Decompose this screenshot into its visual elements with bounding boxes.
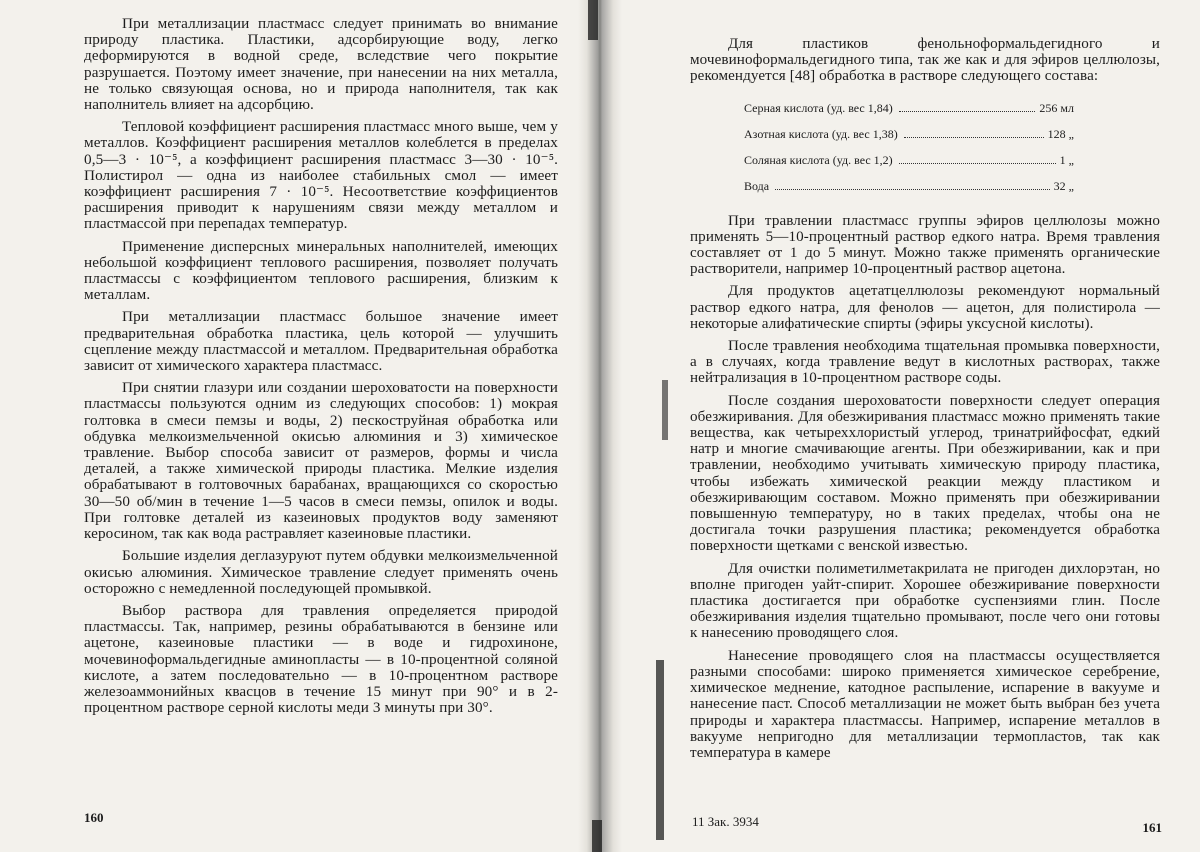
composition-component: Соляная кислота (уд. вес 1,2) [744, 152, 893, 167]
left-paragraph-6: Большие изделия деглазуруют путем обдувки мелкоизмельченной окисью алюминия. Химическое травление следует применять очень осторожно с немедленной последующей промывкой. [84, 547, 558, 597]
composition-amount: 256 мл [1039, 100, 1074, 115]
left-paragraph-2: Тепловой коэффициент расширения пластмасс много выше, чем у металлов. Коэффициент расширения металлов колеблется в пределах 0,5—3 · 10⁻⁵, а коэффициент расширения пластмасс 3—30 · 10⁻⁵. Полистирол — одна из наиболее стабильных смол — имеет коэффициент расширения 7 · 10⁻⁵. Несоответствие коэффициентов расширения приводит к нарушениям связи между металлом и пластмассой при перепадах температур. [84, 118, 558, 233]
composition-component: Серная кислота (уд. вес 1,84) [744, 100, 893, 115]
composition-component: Вода [744, 178, 770, 193]
leader-dots [775, 188, 1050, 190]
leader-dots [899, 110, 1036, 112]
right-paragraph-4: После создания шероховатости поверхности следует операция обезжиривания. Для обезжиривания пластмасс можно применять такие вещества, как четыреххлористый углерод, тринатрийфосфат, едкий натр и многие смачивающие агенты. При обезжиривании, как и при травлении, необходимо учитывать химическую природу пластика, чтобы избежать химической реакции между пластиком и обезжиривающим составом. Можно применять при обезжиривании повышенную температуру, но в таких пределах, чтобы она не достигала точки разрушения пластика; рекомендуется обработка поверхности щетками с венской известью. [690, 392, 1160, 555]
leader-dots [904, 136, 1044, 138]
composition-row [744, 121, 1074, 147]
scan-shadow [592, 820, 602, 852]
right-paragraph-5: Для очистки полиметилметакрилата не пригоден дихлорэтан, но вполне пригоден уайт-спирит. Хорошее обезжиривание поверхности пластика достигается при обработке суспензиями глин. После обезжиривания изделия тщательно промывают, после чего они готовы к нанесению проводящего слоя. [690, 560, 1160, 642]
left-paragraph-1: При металлизации пластмасс следует принимать во внимание природу пластика. Пластики, адсорбирующие воду, легко деформируются в водной среде, вследствие чего покрытие разрушается. Поэтому имеет значение, при нанесении на них металла, не только связующая основа, но и природа наполнителя, так как наполнитель влияет на адсорбцию. [84, 15, 558, 114]
scan-shadow [588, 0, 598, 40]
signature-mark: 11 Зак. 3934 [692, 814, 759, 829]
composition-row [744, 173, 1074, 199]
right-paragraph-6: Нанесение проводящего слоя на пластмассы осуществляется разными способами: широко применяется химическое серебрение, химическое меднение, катодное распыление, испарение в вакууме и нанесение паст. Способ металлизации не может быть выбран без учета природы и характера пластмассы. Например, испарение металлов в вакууме непригодно для металлизации термопластов, так как температура в камере [690, 647, 1160, 761]
composition-amount: 1 „ [1059, 152, 1074, 167]
composition-amount: 128 „ [1047, 126, 1074, 141]
composition-row [744, 95, 1074, 121]
composition-component: Азотная кислота (уд. вес 1,38) [744, 126, 898, 141]
left-page-number: 160 [84, 810, 104, 825]
right-page-number: 161 [1142, 820, 1162, 835]
left-paragraph-5: При снятии глазури или создании шероховатости на поверхности пластмассы пользуются одним из следующих способов: 1) мокрая голтовка в смеси пемзы и воды, 2) пескоструйная обработка или обдувка мелкоизмельченной окисью алюминия и 3) химическое травление. Выбор способа зависит от размеров, формы и числа деталей, а также химической природы пластика. Мелкие изделия обрабатывают в голтовочных барабанах, вращающихся со скоростью 30—50 об/мин в течение 1—5 часов в смеси пемзы, опилок и воды. При голтовке деталей из казеиновых продуктов воду заменяют керосином, так как вода растравляет казеиновые пластики. [84, 379, 558, 543]
left-page [0, 0, 580, 852]
right-page [620, 0, 1200, 852]
right-paragraph-2: Для продуктов ацетатцеллюлозы рекомендуют нормальный раствор едкого натра, для фенолов — ацетон, для полистирола — некоторые алифатические спирты (эфиры уксусной кислоты). [690, 283, 1160, 332]
composition-row [744, 147, 1074, 173]
left-paragraph-4: При металлизации пластмасс большое значение имеет предварительная обработка пластика, цель которой — улучшить сцепление между пластмассой и металлом. Предварительная обработка зависит от химического характера пластмасс. [84, 308, 558, 375]
book-gutter [578, 0, 622, 852]
left-paragraph-3: Применение дисперсных минеральных наполнителей, имеющих небольшой коэффициент теплового расширения, позволяет получать пластмассы с коэффициентом теплового расширения, близким к металлам. [84, 237, 558, 304]
leader-dots [899, 162, 1056, 164]
right-paragraph-1: При травлении пластмасс группы эфиров целлюлозы можно применять 5—10-процентный раствор едкого натра. Время травления составляет от 1 до 5 минут. Можно также применять органические растворители, например 10-процентный раствор ацетона. [690, 212, 1160, 278]
right-intro-paragraph: Для пластиков фенольноформальдегидного и мочевиноформальдегидного типа, так же как и для эфиров целлюлозы, рекомендуется [48] обработка в растворе следующего состава: [690, 36, 1160, 85]
left-paragraph-7: Выбор раствора для травления определяется природой пластмассы. Так, например, резины обрабатываются в бензине или ацетоне, казеиновые пластики — в воде и гидрохиноне, мочевиноформальдегидные аминопласты — в 10-процентной соляной кислоте, а затем последовательно — в 10-процентном растворе железоаммонийных квасцов в течение 15 минут при 90° и в 2-процентном растворе серной кислоты меди 3 минуты при 30°. [84, 601, 558, 717]
solution-composition-list [744, 95, 1074, 199]
right-paragraph-3: После травления необходима тщательная промывка поверхности, а в случаях, когда травление ведут в кислотных растворах, также нейтрализация в 10-процентном растворе соды. [690, 338, 1160, 387]
composition-amount: 32 „ [1053, 178, 1074, 193]
